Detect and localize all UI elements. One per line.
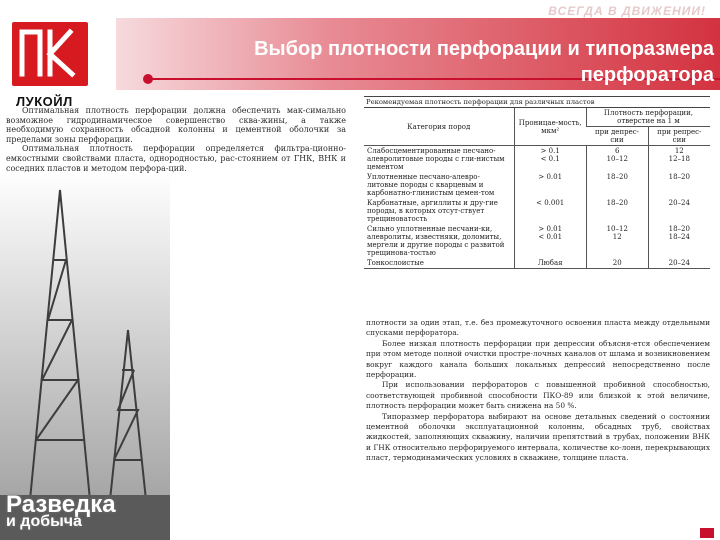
cell-repression: 12 12–18 [648,146,710,173]
cell-permeability: > 0.1 < 0.1 [514,146,586,173]
cell-depression: 20 [586,258,648,269]
table-row [364,258,710,269]
cell-permeability: > 0.01 [514,172,586,198]
body-text [366,318,710,464]
cell-repression: 20–24 [648,258,710,269]
table-row [364,146,710,173]
header-permeability: Проницае-мость, мкм² [514,108,586,146]
table-body [364,146,710,269]
cell-category: Уплотненные песчано-алевро-литовые породы с кварцевым и карбонатно-глинистым цемен-том [367,173,495,197]
header-category: Категория пород [364,108,514,146]
slide-title [254,36,714,88]
cell-permeability: Любая [514,258,586,269]
intro-paragraph: Оптимальная плотность перфорации определяется фильтра-ционно-емкостными свойствами пласта, однородностью, рас-стоянием от ГНК, ВНК и соседних пластов и методом перфора-ций. [6,144,346,173]
cell-category: Карбонатные, аргиллиты и дру-гие породы, в которых отсут-ствует трещиноватость [367,199,498,223]
table-caption: Рекомендуемая плотность перфорации для различных пластов [364,96,710,108]
oil-rig-illustration [0,170,170,540]
intro-text [6,106,346,173]
header-bullet-dot [143,74,153,84]
density-table [364,108,710,269]
cell-category: Слабосцементированные песчано-алевролитовые породы с гли-нистым цементом [367,147,505,171]
lukoil-logo [6,6,94,116]
division-label [6,491,116,530]
division-line2: и добыча [6,513,82,530]
body-paragraph: При использовании перфораторов с повышенной пробивной способностью, соответствующей пробивной способности ПКО-89 или близкой к этой величине, плотность перфорации может быть снижена на 50 %. [366,380,710,411]
cell-depression: 18–20 [586,198,648,224]
cell-permeability: < 0.001 [514,198,586,224]
cell-category: Тонкослоистые [364,258,514,269]
slogan: ВСЕГДА В ДВИЖЕНИИ! [548,4,706,18]
body-paragraph: Типоразмер перфоратора выбирают на основе детальных сведений о состоянии цементной оболочки эксплуатационной колонны, обсадных труб, свойствах жидкостей, заполняющих скважину, наличии препятствий в трубах, положении ВНК и ГНК относительно перфорируемого интервала, количестве ко-лонн, перекрывающих пласт, термодинамических условиях в скважине, толщине пласта. [366,411,710,463]
lukoil-letters-icon [12,22,88,86]
cell-depression: 10–12 12 [586,224,648,258]
slide-title-line2: перфоратора [580,64,714,86]
division-line1: Разведка [6,491,116,518]
header-density-group: Плотность перфорации, отверстие на 1 м [586,108,710,127]
table-row [364,172,710,198]
header-depression: при депрес-сии [586,127,648,146]
slide-title-line1: Выбор плотности перфорации и типоразмера [254,38,714,60]
cell-repression: 18–20 18–24 [648,224,710,258]
cell-depression: 18–20 [586,172,648,198]
cell-category: Сильно уплотненные песчани-ки, алевролиты, известняки, доломиты, мергели и другие породы с развитой трещинова-тостью [367,225,505,257]
lukoil-logo-mark [12,22,88,86]
intro-paragraph: Оптимальная плотность перфорации должна обеспечить мак-симально возможное гидродинамическое совершенство сква-жины, а также необходимую сохранность обсадной колонны и цементной оболочки за пределами зоны перфорации. [6,106,346,144]
table-row [364,198,710,224]
corner-marker [700,528,714,538]
perforation-density-table [364,96,710,269]
body-paragraph: Более низкая плотность перфорации при депрессии объясня-ется обеспечением при этом методе полной очистки простре-лочных каналов от шлама и возникновением вокруг каждого канала больших локальных депрессий непосредственно после перфорации. [366,338,710,380]
header-repression: при репрес-сии [648,127,710,146]
lukoil-logo-text: ЛУКОЙЛ [16,94,73,109]
cell-repression: 20–24 [648,198,710,224]
cell-depression: 6 10–12 [586,146,648,173]
table-row [364,224,710,258]
cell-repression: 18–20 [648,172,710,198]
body-paragraph: плотности за один этап, т.е. без промежуточного освоения пласта между отдельными спусками перфоратора. [366,318,710,338]
cell-permeability: > 0.01 < 0.01 [514,224,586,258]
